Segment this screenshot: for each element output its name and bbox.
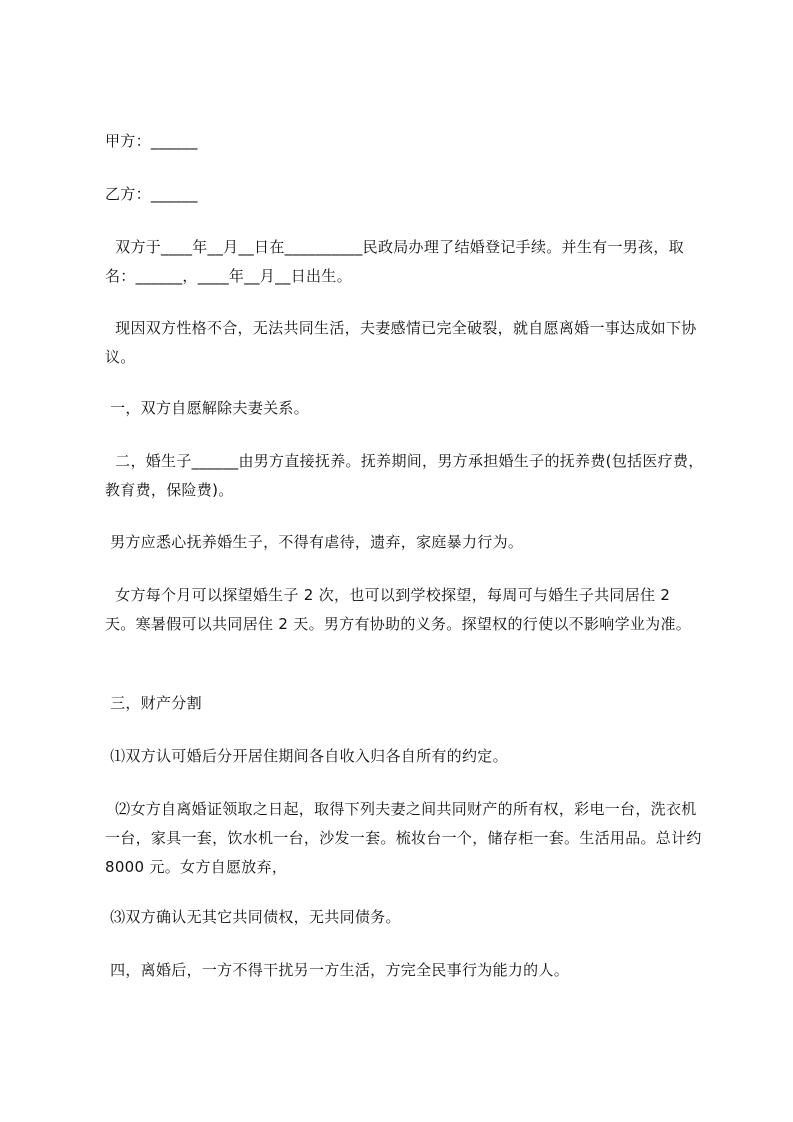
clause-three-heading: 三，财产分割	[105, 694, 202, 712]
clause-one-heading: 一，双方自愿解除夫妻关系。	[105, 399, 309, 417]
marriage-registration-paragraph: 双方于____年__月__日在__________民政局办理了结婚登记手续。并生有一男孩，取名：______，____年__月__日出生。	[105, 238, 684, 285]
party-b-line: 乙方：______	[105, 185, 198, 203]
custody-duty-paragraph: 男方应悉心抚养婚生子，不得有虐待，遗弃，家庭暴力行为。	[105, 533, 524, 551]
property-item-3: ⑶双方确认无其它共同债权，无共同债务。	[105, 908, 401, 926]
party-a-line: 甲方：______	[105, 132, 198, 150]
visitation-paragraph: 女方每个月可以探望婚生子 2 次，也可以到学校探望，每周可与婚生子共同居住 2 天。寒暑假可以共同居住 2 天。男方有协助的义务。探望权的行使以不影响学业为准。	[105, 586, 692, 633]
agreement-reason-paragraph: 现因双方性格不合，无法共同生活，夫妻感情已完全破裂，就自愿离婚一事达成如下协议。	[105, 319, 697, 366]
clause-four-paragraph: 四，离婚后，一方不得干扰另一方生活，方完全民事行为能力的人。	[105, 961, 570, 979]
clause-two-paragraph: 二，婚生子______由男方直接抚养。抚养期间，男方承担婚生子的抚养费(包括医疗费，教育费，保险费)。	[105, 452, 704, 499]
property-item-1: ⑴双方认可婚后分开居住期间各自收入归各自所有的约定。	[105, 747, 508, 765]
property-item-2: ⑵女方自离婚证领取之日起，取得下列夫妻之间共同财产的所有权，彩电一台，洗衣机一台，家具一套，饮水机一台，沙发一套。梳妆台一个，储存柜一套。生活用品。总计约 8000 元。女方自愿放弃，	[105, 800, 707, 876]
